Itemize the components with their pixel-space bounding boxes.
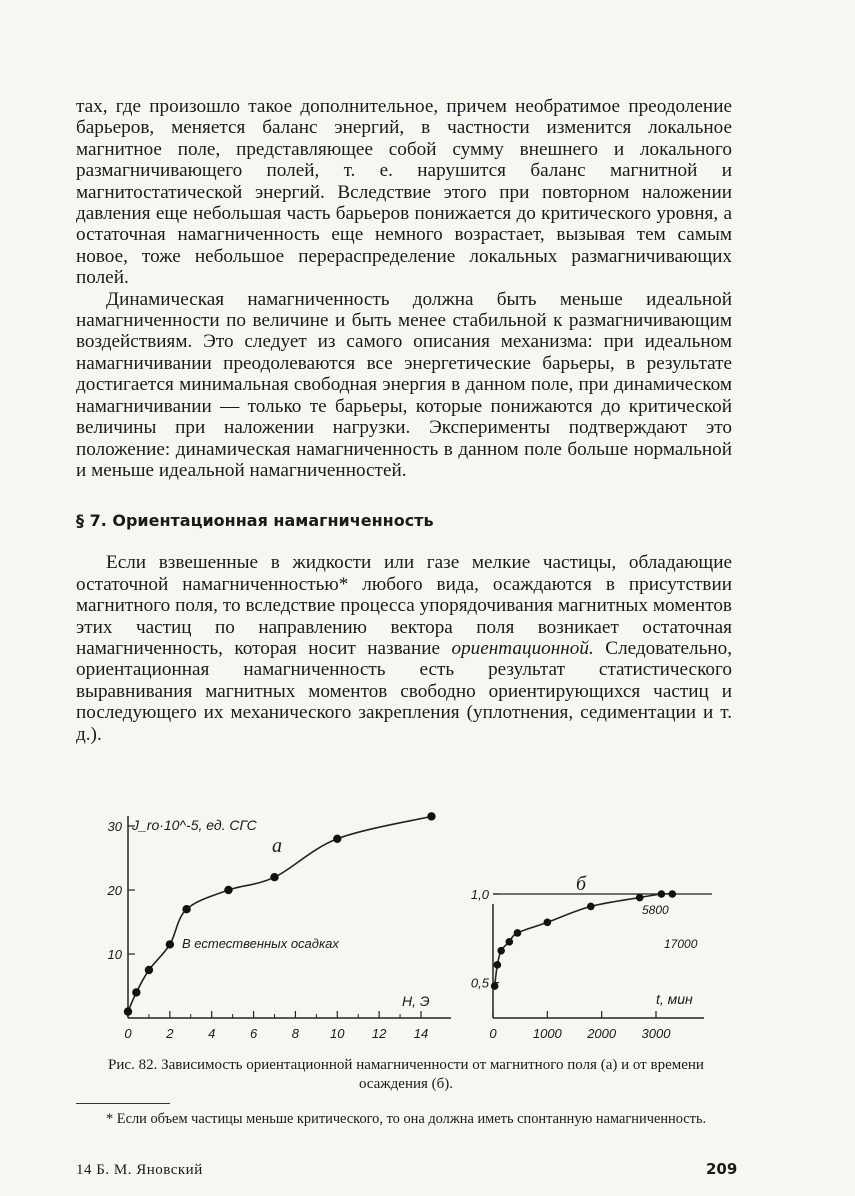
annotation-b-1: 5800 [642,903,669,917]
x-axis-label-a: H, Э [402,993,430,1009]
data-point-a [132,988,140,996]
data-point-b [514,929,522,937]
data-point-b [587,903,595,911]
paragraph-3-part-1: Если взвешенные в жидкости или газе мелкие частицы, обладающие остаточной намагниченностью* любого вида, осаждаются в присутствии магнитного поля, то вследствие процесса упорядочивания магнитных моментов этих частиц по направлению вектора поля возникает остаточная намагниченность, которая носит название [76,552,732,659]
data-point-b [636,894,644,902]
x-tick-label-b: 3000 [641,1026,671,1041]
y-tick-label-a: 30 [107,819,122,834]
annotation-a: В естественных осадках [182,936,339,951]
figure-caption: Рис. 82. Зависимость ориентационной намагниченности от магнитного поля (а) и от времени осаждения (б). [108,1057,704,1092]
data-point-a [270,873,278,881]
page-body [76,96,732,745]
data-point-b [669,890,677,898]
data-point-a [224,886,232,894]
x-tick-label-b: 2000 [587,1026,617,1041]
x-tick-label-a: 8 [291,1026,300,1041]
y-tick-label-a: 10 [107,947,122,962]
footnote-rule [76,1103,170,1104]
figure-82 [76,800,756,1050]
data-point-b [491,982,499,990]
x-tick-label-a: 14 [413,1026,429,1041]
term-orientational: ориентационной. [451,637,594,659]
y-tick-label-b: 1,0 [470,887,489,902]
paragraph-1: тах, где произошло такое дополнительное, причем необратимое преодоление барьеров, меняется баланс энергий, в частности изменится локальное магнитное поле, представляющее собой сумму внешнего и локального размагничивающего полей, т. е. нарушится баланс магнитной и магнитостатической энергий. Вследствие этого при повторном наложении давления еще небольшая часть барьеров понижается до критического уровня, а остаточная намагниченность еще немного возрастает, вызывая тем самым новое, тоже небольшое перераспределение локальных размагничивающих полей. [76,96,732,289]
panel-label-a: а [272,835,282,857]
page-number: 209 [706,1160,738,1178]
annotation-b-2: 17000 [664,937,698,951]
y-tick-label-a: 20 [107,883,122,898]
section-heading: § 7. Ориентационная намагниченность [76,511,434,531]
x-tick-label-b: 1000 [532,1026,562,1041]
data-point-a [124,1007,132,1015]
x-tick-label-a: 12 [371,1026,387,1041]
x-tick-label-a: 6 [249,1026,258,1041]
paragraph-3 [76,552,732,745]
data-point-a [427,812,435,820]
panel-label-b: б [576,873,587,895]
data-point-b [658,890,666,898]
x-tick-label-a: 2 [166,1026,174,1041]
data-point-a [333,835,341,843]
footnote: * Если объем частицы меньше критического, то она должна иметь спонтанную намагниченность. [106,1111,707,1127]
x-tick-label-b: 0 [489,1026,497,1041]
y-tick-label-b: 0,5 [470,975,489,991]
figure-svg [76,800,756,1050]
data-point-a [166,940,174,948]
data-point-a [145,966,153,974]
x-tick-label-a: 10 [330,1026,345,1041]
data-point-b [544,919,552,927]
x-tick-label-a: 0 [124,1026,132,1041]
signature-mark: 14 Б. М. Яновский [76,1162,203,1178]
paragraph-3-part-2: Следовательно, ориентационная намагниченность есть результат статистического выравнивания магнитных моментов свободно ориентирующихся частиц и последующего их механического закрепления (уплотнения, седиментации и т. д.). [76,637,732,745]
y-axis-label-a: J_ro·10^-5, ед. СГС [132,817,257,833]
x-axis-label-b: t, мин [656,991,693,1007]
data-point-b [494,961,502,969]
data-point-b [506,938,514,946]
data-point-b [497,947,505,955]
paragraph-2: Динамическая намагниченность должна быть меньше идеальной намагниченности по величине и быть менее стабильной к размагничивающим воздействиям. Это следует из самого описания механизма: при идеальном намагничивании преодолеваются все энергетические барьеры, в результате достигается минимальная свободная энергия в данном поле, при динамическом намагничивании — только те барьеры, которые понижаются до критической величины при наложении нагрузки. Эксперименты подтверждают это положение: динамическая намагниченность в данном поле больше нормальной и меньше идеальной намагниченностей. [76,288,732,481]
data-point-a [182,905,190,913]
x-tick-label-a: 4 [208,1026,216,1041]
